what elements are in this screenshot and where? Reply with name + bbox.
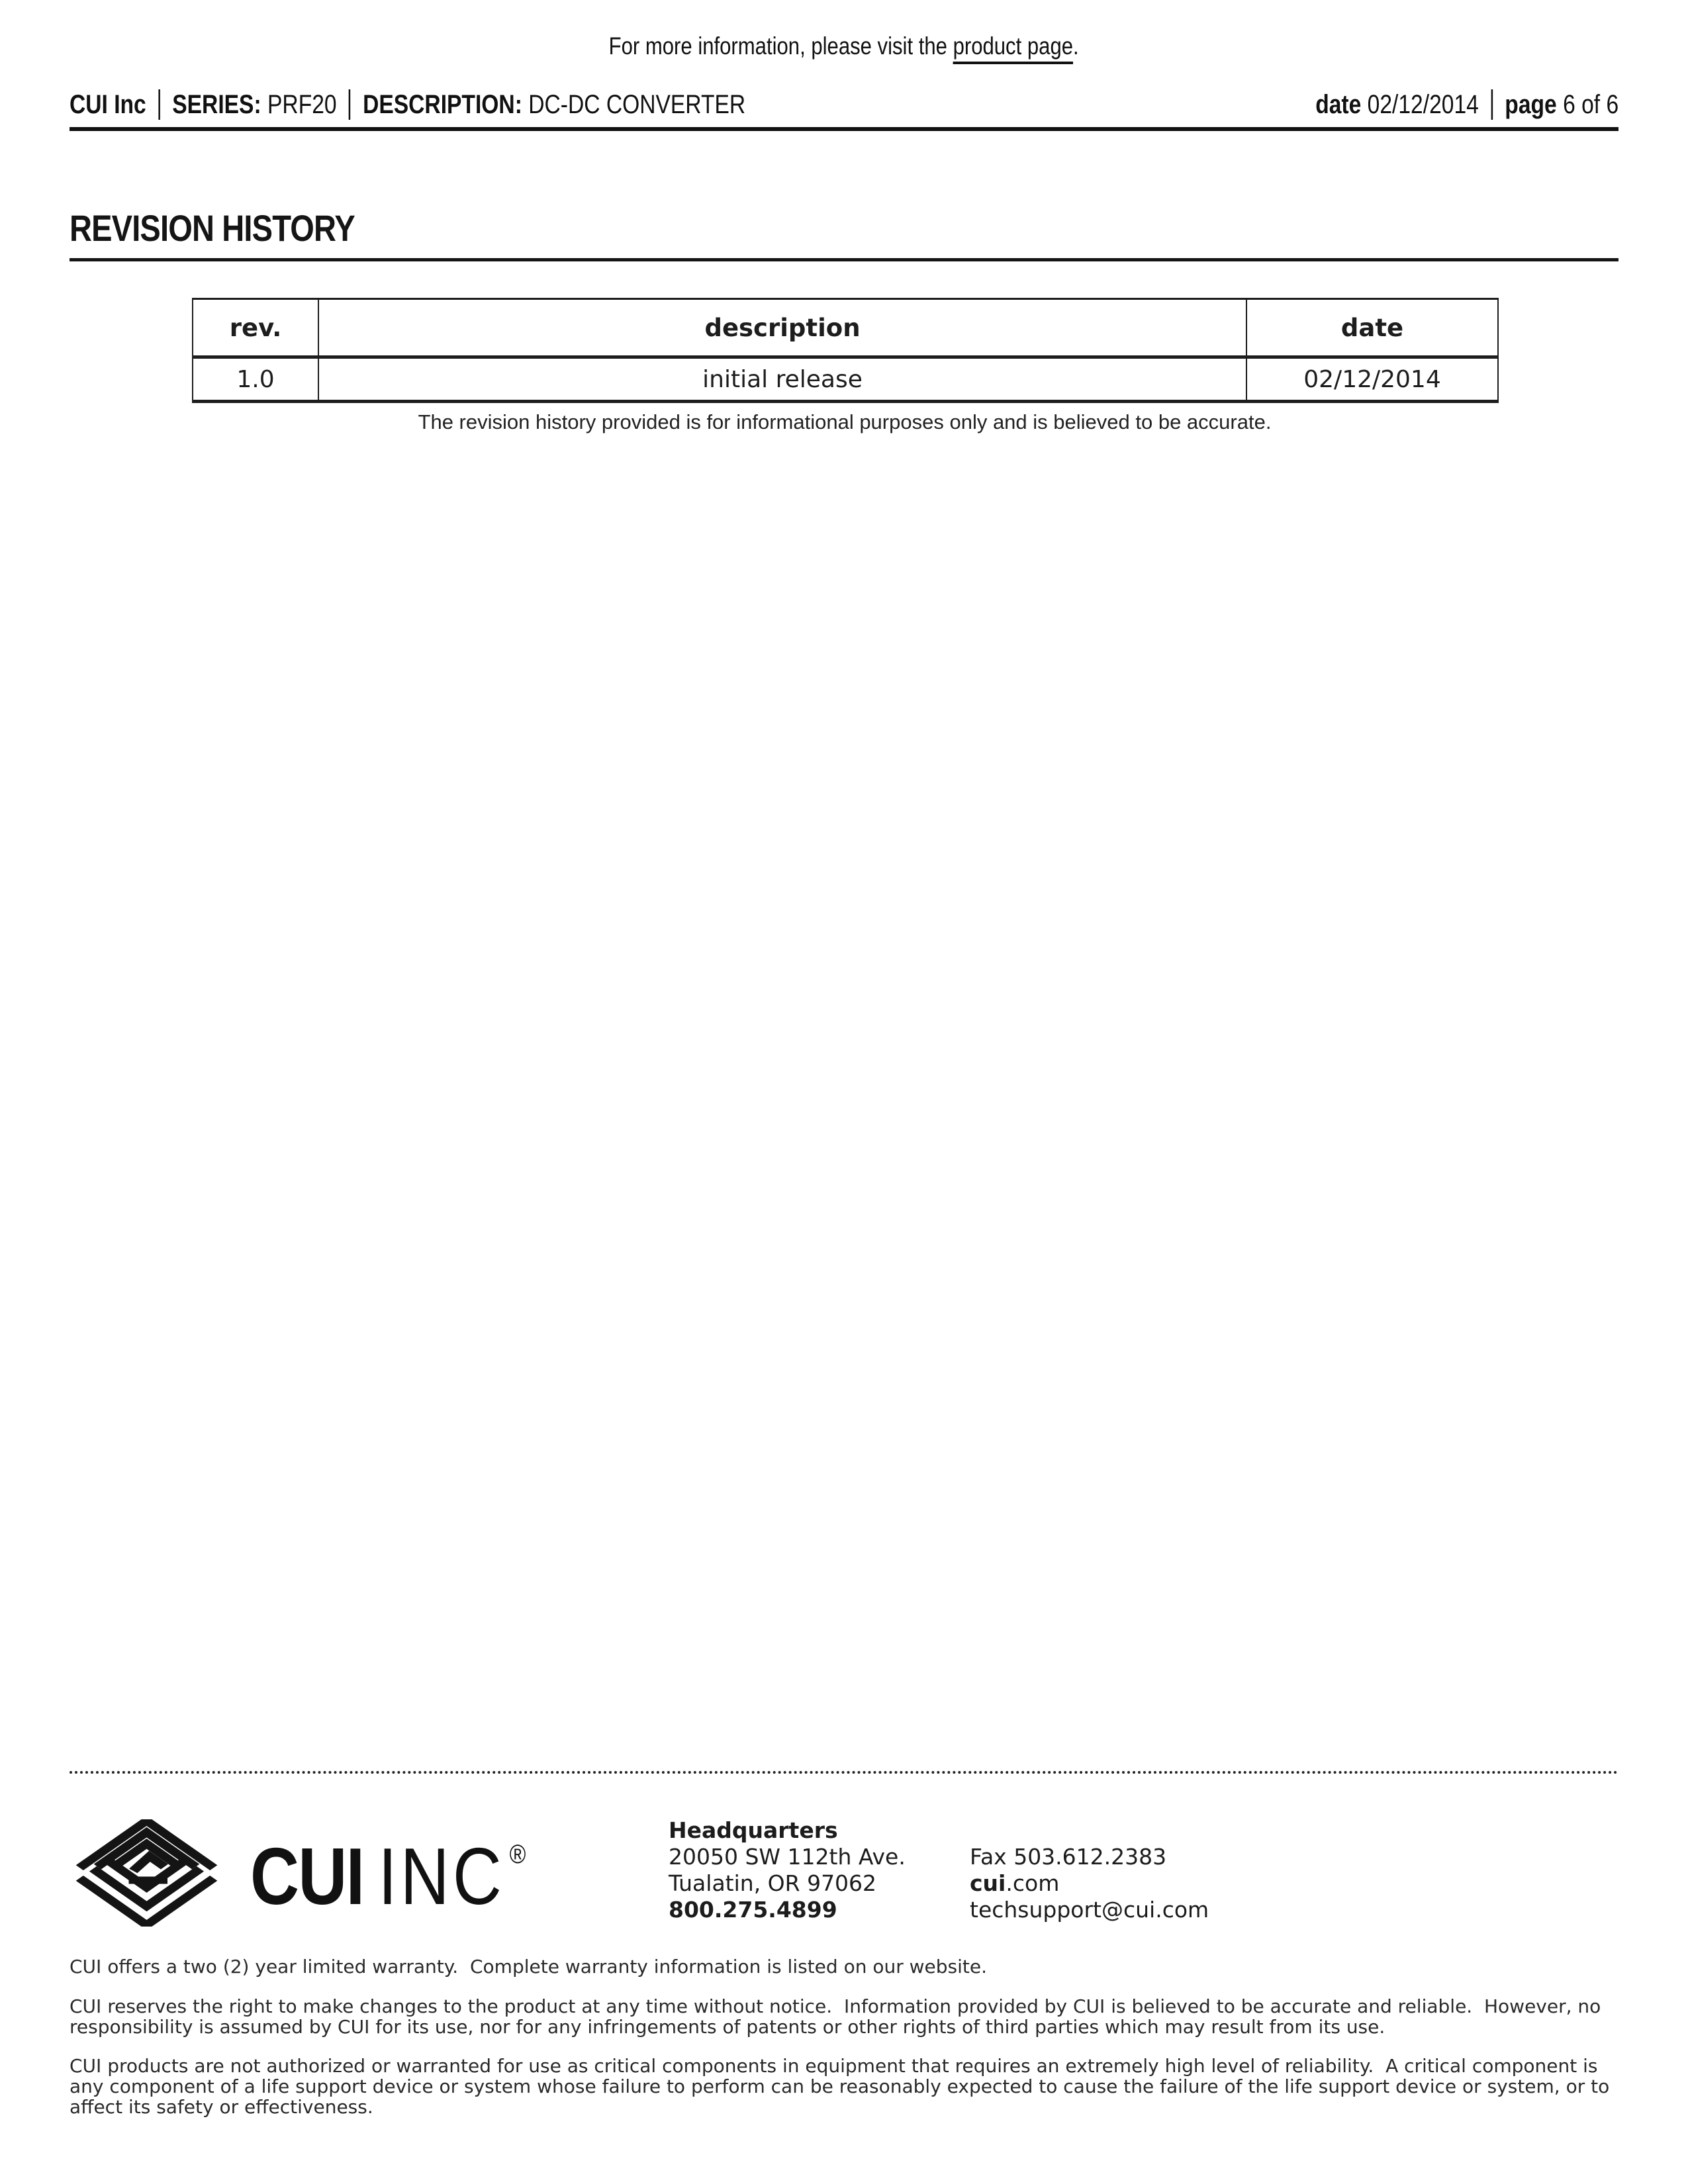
col-header-description: description	[318, 299, 1246, 357]
cell-date: 02/12/2014	[1246, 357, 1498, 402]
header-divider	[158, 89, 160, 120]
table-header-row	[193, 299, 1498, 357]
description-value: DC-DC CONVERTER	[528, 90, 746, 119]
page-label: page	[1505, 90, 1557, 119]
revision-table-note: The revision history provided is for informational purposes only and is believed to be accurate.	[418, 410, 1272, 433]
logo-word-main: CUI	[250, 1831, 364, 1921]
header-right	[1258, 86, 1618, 123]
cui-logo-diamond-icon	[70, 1819, 224, 1927]
registered-trademark-icon: ®	[509, 1840, 526, 1869]
address-line1: 20050 SW 112th Ave.	[669, 1844, 906, 1870]
contact-comm-block	[970, 1844, 1209, 1923]
date-value: 02/12/2014	[1367, 90, 1479, 119]
table-row	[193, 357, 1498, 402]
contact-address-block	[669, 1817, 906, 1923]
cell-rev: 1.0	[193, 357, 318, 402]
website-rest: .com	[1006, 1870, 1060, 1896]
page-value: 6 of 6	[1562, 90, 1618, 119]
header-divider	[349, 89, 351, 120]
page-header	[70, 86, 1618, 123]
disclaimer-changes: CUI reserves the right to make changes to the product at any time without notice. Information provided by CUI is believed to be accurate and reliable. However, no responsibility is assumed by CUI for its use, nor for any infringements of patents or other rights of third parties which may result from its use.	[70, 1995, 1607, 2038]
brand-name: CUI Inc	[70, 90, 146, 119]
cui-logo-wordmark	[250, 1827, 579, 1926]
header-left	[70, 86, 874, 123]
top-note-text: For more information, please visit the	[608, 32, 953, 60]
address-line2: Tualatin, OR 97062	[669, 1870, 877, 1896]
phone-number: 800.275.4899	[669, 1897, 837, 1923]
top-note-suffix: .	[1073, 32, 1080, 60]
support-email: techsupport@cui.com	[970, 1897, 1209, 1923]
disclaimer-critical-use: CUI products are not authorized or warranted for use as critical components in equipment that requires an extremely high level of reliability. A critical component is any component of a life support device or system whose failure to perform can be reasonably expected to cause the failure of the life support device or system, or to affect its safety or effectiveness.	[70, 2055, 1616, 2118]
hq-label: Headquarters	[669, 1817, 838, 1843]
logo-word-sub: INC	[378, 1831, 505, 1921]
header-divider	[1491, 89, 1493, 120]
website	[970, 1870, 1209, 1897]
series-value: PRF20	[267, 90, 337, 119]
revision-history-table	[192, 298, 1499, 403]
header-rule	[70, 127, 1618, 131]
footer-divider	[70, 1771, 1618, 1774]
product-page-link[interactable]: product page	[953, 32, 1073, 64]
fax-number: Fax 503.612.2383	[970, 1844, 1167, 1870]
website-bold: cui	[970, 1870, 1006, 1896]
section-title: REVISION HISTORY	[70, 207, 355, 249]
col-header-rev: rev.	[193, 299, 318, 357]
description-label: DESCRIPTION:	[363, 90, 522, 119]
section-title-rule	[70, 258, 1618, 261]
cell-description: initial release	[318, 357, 1246, 402]
top-note	[0, 32, 1688, 61]
col-header-date: date	[1246, 299, 1498, 357]
warranty-statement: CUI offers a two (2) year limited warranty. Complete warranty information is listed on our website.	[70, 1956, 988, 1978]
series-label: SERIES:	[172, 90, 261, 119]
date-label: date	[1315, 90, 1362, 119]
